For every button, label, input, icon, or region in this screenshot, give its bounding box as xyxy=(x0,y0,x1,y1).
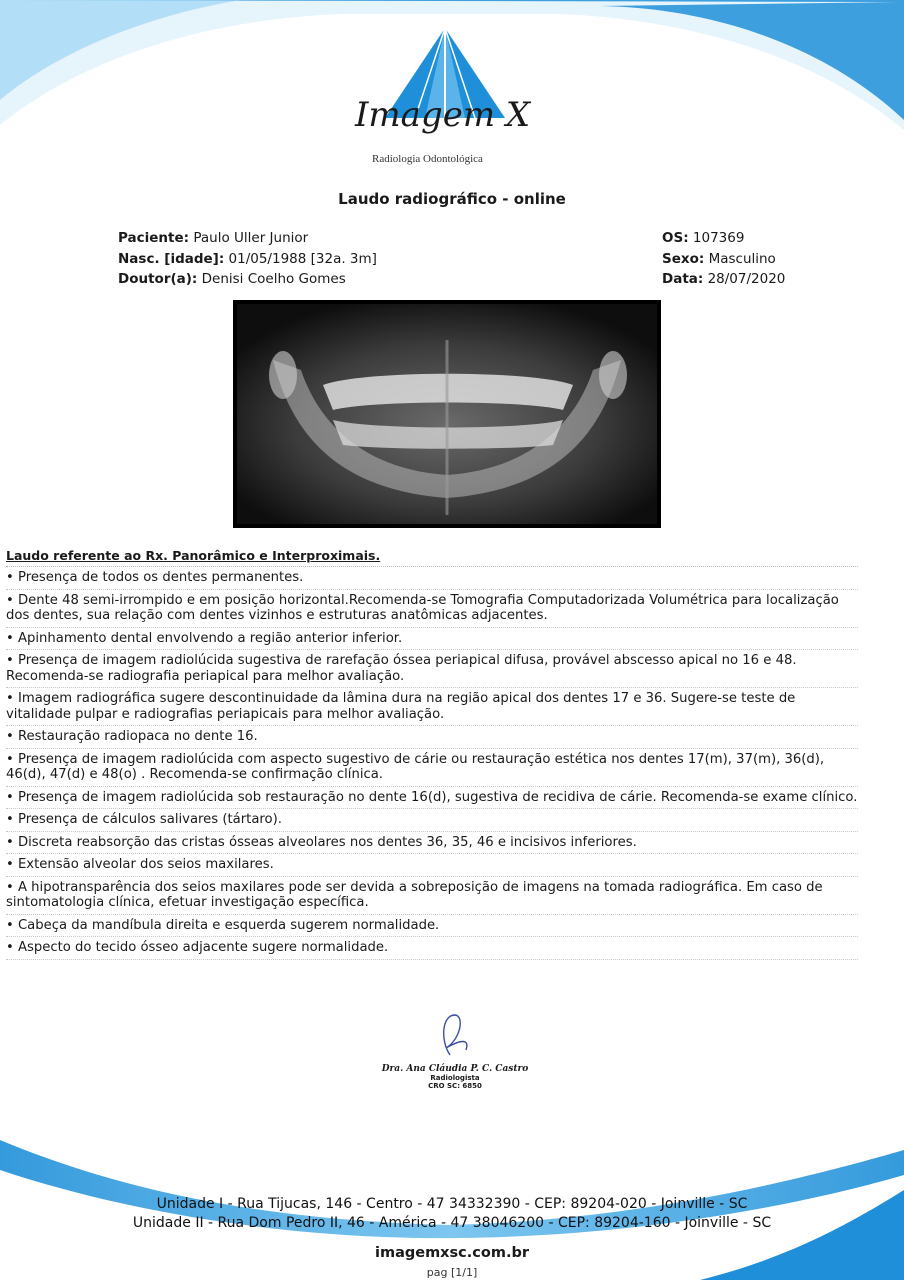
report-item: • Restauração radiopaca no dente 16. xyxy=(6,726,858,749)
signature-cro: CRO SC: 6850 xyxy=(428,1082,482,1090)
report-item: • Cabeça da mandíbula direita e esquerda sugerem normalidade. xyxy=(6,915,858,938)
os-value: 107369 xyxy=(692,230,745,246)
patient-label: Paciente: xyxy=(118,230,190,246)
signature-role: Radiologista xyxy=(430,1074,480,1082)
footer-unit-2: Unidade II - Rua Dom Pedro II, 46 - América - 47 38046200 - CEP: 89204-160 - Joinville - SC xyxy=(132,1215,772,1231)
report-item: • Presença de todos os dentes permanentes. xyxy=(6,567,858,590)
signature-scribble-icon xyxy=(380,1010,530,1060)
signature-name: Dra. Ana Cláudia P. C. Castro xyxy=(381,1064,529,1074)
birth-value: 01/05/1988 [32a. 3m] xyxy=(228,250,377,267)
doctor-value: Denisi Coelho Gomes xyxy=(201,271,346,287)
report-item: • Presença de imagem radiolúcida com aspecto sugestivo de cárie ou restauração estética nos dentes 17(m), 37(m), 36(d), 46(d), 47(d) e 48(o) . Recomenda-se confirmação clínica. xyxy=(6,749,858,787)
doctor-row xyxy=(118,269,377,290)
date-value: 28/07/2020 xyxy=(707,271,786,287)
logo-wordmark: Imagem X xyxy=(355,95,531,135)
report-item: • Extensão alveolar dos seios maxilares. xyxy=(6,854,858,877)
birth-row xyxy=(118,249,377,270)
page-number: pag [1/1] xyxy=(426,1266,478,1279)
sex-label: Sexo: xyxy=(662,250,705,267)
report-item: • Aspecto do tecido ósseo adjacente sugere normalidade. xyxy=(6,937,858,960)
patient-info-right xyxy=(662,228,785,290)
doctor-label: Doutor(a): xyxy=(118,271,198,287)
patient-row xyxy=(118,228,377,249)
report-item: • Imagem radiográfica sugere descontinuidade da lâmina dura na região apical dos dentes 17 e 36. Sugere-se teste de vitalidade pulpar e radiografias periapicais para melhor avaliação. xyxy=(6,688,858,726)
os-row xyxy=(662,228,785,249)
report-item: • Dente 48 semi-irrompido e em posição horizontal.Recomenda-se Tomografia Computadorizada Volumétrica para localização dos dentes, sua relação com dentes vizinhos e estruturas anatômicas adjacentes. xyxy=(6,590,858,628)
footer-unit-1: Unidade I - Rua Tijucas, 146 - Centro - 47 34332390 - CEP: 89204-020 - Joinville - SC xyxy=(156,1196,748,1212)
report-item: • Apinhamento dental envolvendo a região anterior inferior. xyxy=(6,628,858,651)
date-label: Data: xyxy=(662,271,704,287)
report-item: • Discreta reabsorção das cristas ósseas alveolares nos dentes 36, 35, 46 e incisivos inferiores. xyxy=(6,832,858,855)
logo-subtitle: Radiologia Odontológica xyxy=(372,153,483,165)
document-title: Laudo radiográfico - online xyxy=(338,190,566,208)
footer-website: imagemxsc.com.br xyxy=(375,1245,529,1261)
os-label: OS: xyxy=(662,230,689,246)
report-item: • Presença de cálculos salivares (tártaro). xyxy=(6,809,858,832)
report-item: • Presença de imagem radiolúcida sugestiva de rarefação óssea periapical difusa, provável abscesso apical no 16 e 48. Recomenda-se radiografia periapical para melhor avaliação. xyxy=(6,650,858,688)
birth-label: Nasc. [idade]: xyxy=(118,250,225,267)
report-item: • Presença de imagem radiolúcida sob restauração no dente 16(d), sugestiva de recidiva de cárie. Recomenda-se exame clínico. xyxy=(6,787,858,810)
signature-stamp xyxy=(380,1010,530,1095)
sex-row xyxy=(662,249,785,270)
report-section xyxy=(6,548,858,960)
patient-info-left xyxy=(118,228,377,290)
patient-value: Paulo Uller Junior xyxy=(193,230,309,246)
sex-value: Masculino xyxy=(708,250,776,267)
report-heading: Laudo referente ao Rx. Panorâmico e Interproximais. xyxy=(6,548,858,567)
report-item: • A hipotransparência dos seios maxilares pode ser devida a sobreposição de imagens na tomada radiográfica. Em caso de sintomatologia clínica, efetuar investigação específica. xyxy=(6,877,858,915)
panoramic-xray-image xyxy=(233,300,661,528)
date-row xyxy=(662,269,785,290)
